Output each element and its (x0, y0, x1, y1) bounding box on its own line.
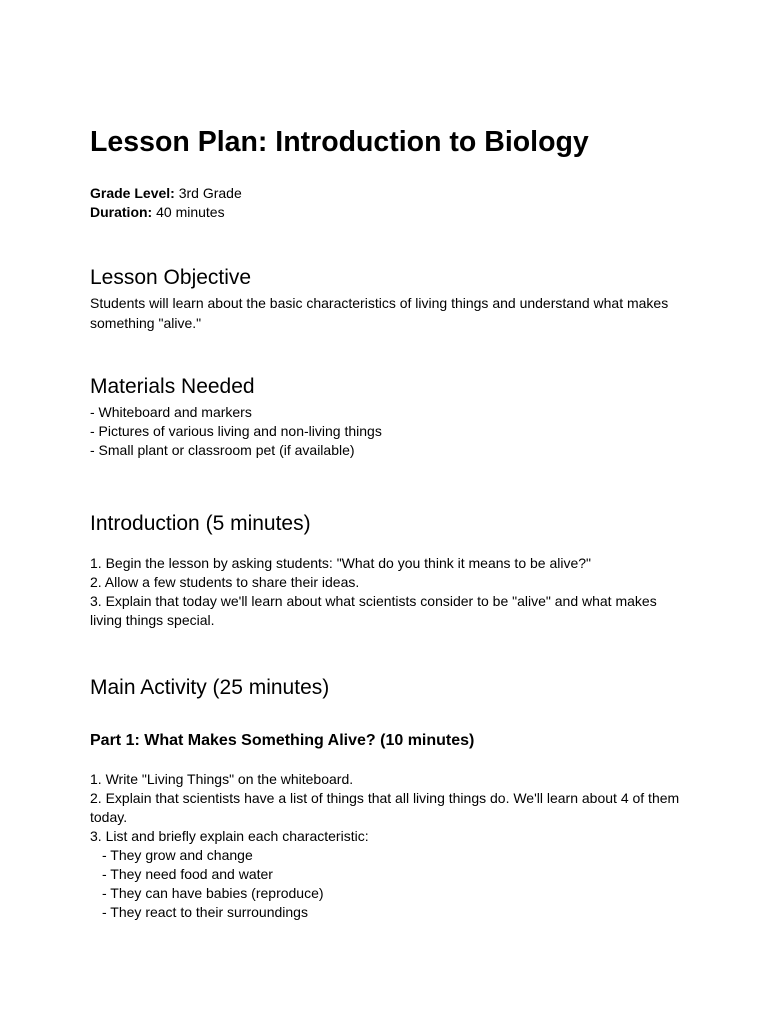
introduction-steps (90, 554, 690, 630)
list-item: 2. Explain that scientists have a list of things that all living things do. We'll learn about 4 of them today. (90, 790, 684, 825)
objective-text: Students will learn about the basic characteristics of living things and understand what makes something "alive." (90, 295, 669, 331)
duration-line (90, 203, 690, 222)
materials-list (90, 403, 690, 460)
list-item: 1. Write "Living Things" on the whiteboard. (90, 771, 354, 787)
document-content (90, 120, 690, 922)
duration-value: 40 minutes (152, 204, 225, 220)
page-title: Lesson Plan: Introduction to Biology (90, 126, 589, 158)
list-item: - Whiteboard and markers (90, 404, 252, 420)
main-activity-heading: Main Activity (25 minutes) (90, 676, 330, 699)
objective-heading: Lesson Objective (90, 266, 252, 289)
part1-heading: Part 1: What Makes Something Alive? (10 minutes) (90, 732, 475, 749)
list-item: - They can have babies (reproduce) (102, 885, 324, 901)
list-item: 1. Begin the lesson by asking students: "What do you think it means to be alive?" (90, 555, 592, 571)
introduction-heading: Introduction (5 minutes) (90, 512, 311, 535)
list-item: - Pictures of various living and non-living things (90, 423, 382, 439)
list-item: 3. Explain that today we'll learn about what scientists consider to be "alive" and what makes living things special. (90, 593, 661, 628)
duration-label: Duration: (90, 204, 153, 220)
list-item: - They react to their surroundings (102, 904, 308, 920)
grade-level-label: Grade Level: (90, 185, 175, 201)
list-item: - Small plant or classroom pet (if available) (90, 442, 355, 458)
lesson-meta (90, 184, 690, 222)
grade-level-line (90, 184, 690, 203)
list-item: - They grow and change (102, 847, 253, 863)
part1-steps (90, 770, 690, 922)
list-item: 2. Allow a few students to share their ideas. (90, 574, 360, 590)
list-item: - They need food and water (102, 866, 273, 882)
materials-heading: Materials Needed (90, 375, 255, 398)
list-item: 3. List and briefly explain each characteristic: (90, 828, 369, 844)
grade-level-value: 3rd Grade (174, 185, 242, 201)
